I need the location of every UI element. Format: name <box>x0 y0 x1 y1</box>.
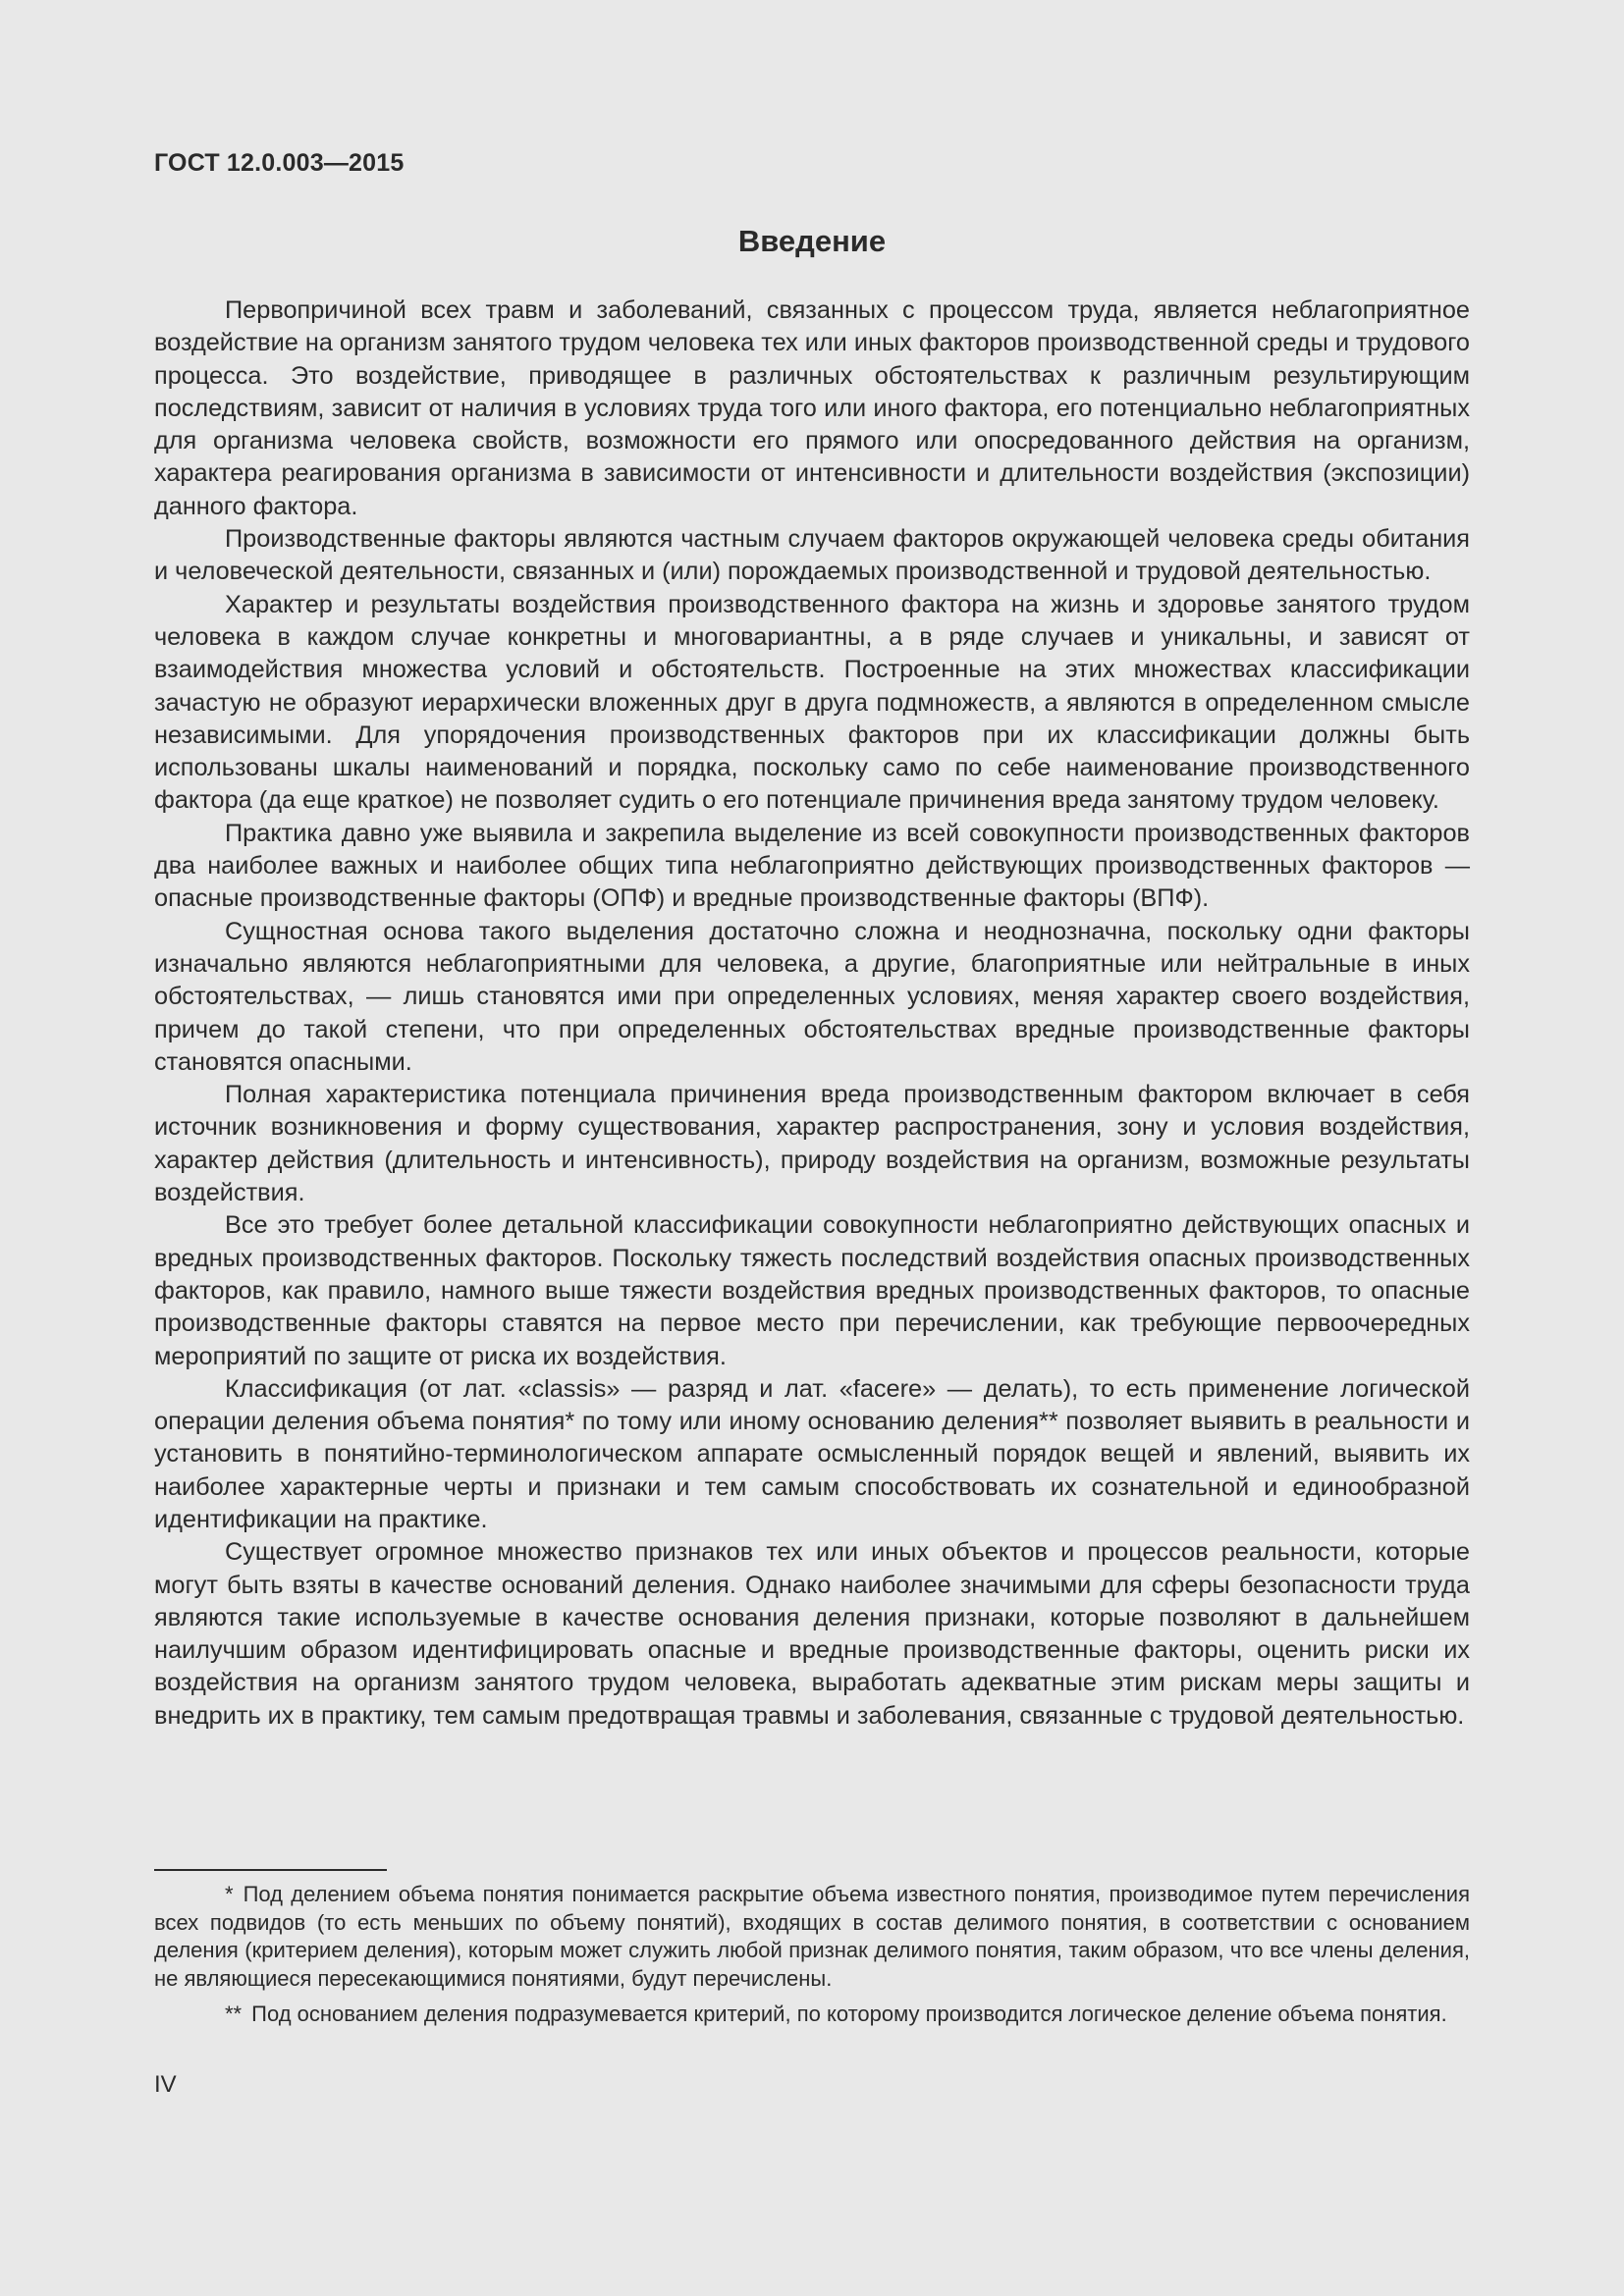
footnotes <box>154 1881 1470 2037</box>
paragraph: Все это требует более детальной классификации совокупности неблагоприятно действующих опасных и вредных производственных факторов. Поскольку тяжесть последствий воздействия опасных производственных факторов, как правило, намного выше тяжести воздействия вредных производственных факторов, то опасные производственные факторы ставятся на первое место при перечислении, как требующие первоочередных мероприятий по защите от риска их воздействия. <box>154 1211 1470 1370</box>
paragraph: Существует огромное множество признаков тех или иных объектов и процессов реальности, которые могут быть взяты в качестве оснований деления. Однако наиболее значимыми для сферы безопасности труда являются такие используемые в качестве основания деления признаки, которые позволяют в дальнейшем наилучшим образом идентифицировать опасные и вредные производственные факторы, оценить риски их воздействия на организм занятого трудом человека, выработать адекватные этим рискам меры защиты и внедрить их в практику, тем самым предотвращая травмы и заболевания, связанные с трудовой деятельностью. <box>154 1538 1470 1730</box>
section-title: Введение <box>737 224 887 258</box>
page-number: IV <box>154 2071 177 2098</box>
paragraph: Практика давно уже выявила и закрепила выделение из всей совокупности производственных факторов два наиболее важных и наиболее общих типа неблагоприятно действующих производственных факторов — опасные производственные факторы (ОПФ) и вредные производственные факторы (ВПФ). <box>154 819 1470 913</box>
paragraph: Первопричиной всех травм и заболеваний, связанных с процессом труда, является неблагоприятное воздействие на организм занятого трудом человека тех или иных факторов производственной среды и трудового процесса. Это воздействие, приводящее в различных обстоятельствах к различным результирующим последствиям, зависит от наличия в условиях труда того или иного фактора, его потенциально неблагоприятных для организма человека свойств, возможности его прямого или опосредованного действия на организм, характера реагирования организма в зависимости от интенсивности и длительности воздействия (экспозиции) данного фактора. <box>154 296 1470 520</box>
footnote-text: Под делением объема понятия понимается раскрытие объема известного понятия, производимое путем перечисления всех подвидов (то есть меньших по объему понятий), входящих в состав делимого понятия, в соответствии с основанием деления (критерием деления), которым может служить любой признак делимого понятия, таким образом, что все члены деления, не являющиеся пересекающимися понятиями, будут перечислены. <box>154 1882 1470 1991</box>
paragraph: Полная характеристика потенциала причинения вреда производственным фактором включает в себя источник возникновения и форму существования, характер распространения, зону и условия воздействия, характер действия (длительность и интенсивность), природу воздействия на организм, возможные результаты воздействия. <box>154 1081 1470 1207</box>
paragraph: Производственные факторы являются частным случаем факторов окружающей человека среды обитания и человеческой деятельности, связанных и (или) порождаемых производственной и трудовой деятельностью. <box>154 525 1470 586</box>
footnote-mark: ** <box>225 2002 243 2026</box>
document-code: ГОСТ 12.0.003—2015 <box>154 149 405 177</box>
paragraph: Характер и результаты воздействия производственного фактора на жизнь и здоровье занятого трудом человека в каждом случае конкретны и многовариантны, а в ряде случаев и уникальны, и зависят от взаимодействия множества условий и обстоятельств. Построенные на этих множествах классификации зачастую не образуют иерархически вложенных друг в друга подмножеств, а являются в определенном смысле независимыми. Для упорядочения производственных факторов при их классификации должны быть использованы шкалы наименований и порядка, поскольку само по себе наименование производственного фактора (да еще краткое) не позволяет судить о его потенциале причинения вреда занятому трудом человеку. <box>154 590 1470 815</box>
footnote-divider <box>154 1869 387 1871</box>
footnote-mark: * <box>225 1882 234 1906</box>
footnote-text: Под основанием деления подразумевается критерий, по которому производится логическое деление объема понятия. <box>251 2002 1447 2026</box>
paragraph: Сущностная основа такого выделения достаточно сложна и неоднозначна, поскольку одни факторы изначально являются неблагоприятными для человека, а другие, благоприятные или нейтральные в иных обстоятельствах, — лишь становятся ими при определенных условиях, меняя характер своего воздействия, причем до такой степени, что при определенных обстоятельствах вредные производственные факторы становятся опасными. <box>154 917 1470 1076</box>
footnote <box>154 1881 1470 1993</box>
paragraph: Классификация (от лат. «classis» — разряд и лат. «facere» — делать), то есть применение логической операции деления объема понятия* по тому или иному основанию деления** позволяет выявить в реальности и установить в понятийно-терминологическом аппарате осмысленный порядок вещей и явлений, выявить их наиболее характерные черты и признаки и тем самым способствовать их сознательной и единообразной идентификации на практике. <box>154 1374 1470 1533</box>
body-text <box>154 294 1470 1733</box>
footnote <box>154 2001 1470 2029</box>
